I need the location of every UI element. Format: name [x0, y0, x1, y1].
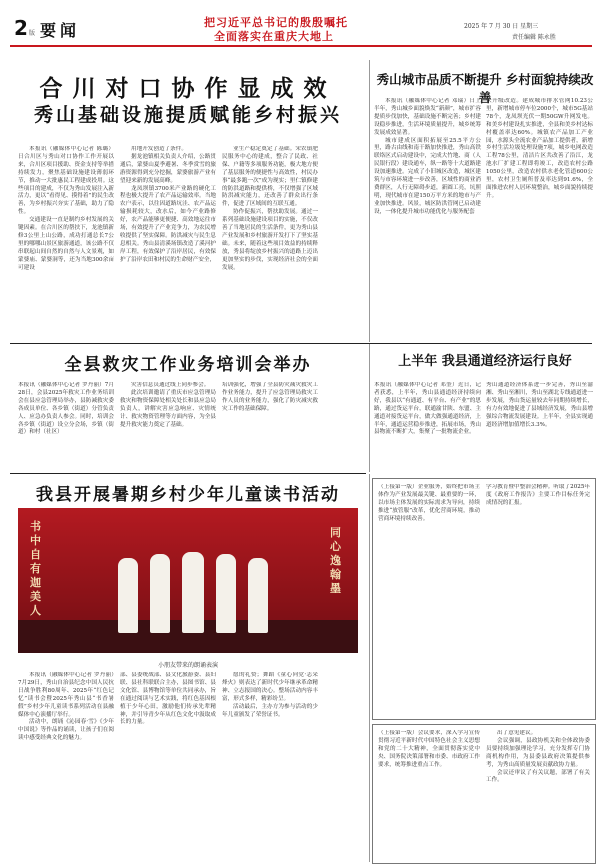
masthead	[0, 0, 602, 48]
section-name: 要闻	[40, 21, 81, 40]
slogan-line-2: 全面落实在重庆大地上	[214, 30, 334, 43]
a5-col-2: 部、县委统战部、县文化旅游委、县妇联、县社科联联合主办，县图书馆、县文化馆、县博物馆等单位共同承办，旨在通过阅读与艺术实践，将红色基因根植于少年心田，激励他们传承先辈精神，并引导青少年从红色文化中汲取成长的力量。	[120, 672, 216, 726]
slogan-line-1: 把习近平总书记的殷殷嘱托	[204, 16, 348, 29]
a4-title: 全县救灾工作业务培训会举办	[64, 355, 312, 375]
a2-title: 秀山城市品质不断提升 乡村面貌持续改善	[376, 72, 594, 105]
a1-col-2: 用地开发创造了条件。 据龙池镇相关负责人介绍，公路贯通后，蒙婆山夏季避暑、冬季赏雪的旅游资源得到充分挖掘，蒙婆旅游产业有望迎来新的发展高峰。 龙凤坝镇3700米产业路的硬化工程也极大提升了农产品运输效率。当地农户表示，以往因道路坑洼、农产品运输损耗较大，改水后，如今产业路修好，农产品能够更便捷、高效地运往市场，有效提升了产业竞争力，为农民增收提供了坚实保障。防洪减灾与民生息息相关。秀山县清溪场镇改造了溪河护岸工程，有效保护了沿岸居民，有效保护了沿岸农田和村民的生命财产安全，	[120, 146, 216, 263]
a6-col-2: 学习教育暨中整治会精神。听取了2025年度《政府工作报告》主要工作目标任务完成情况的汇报。	[486, 484, 590, 506]
a5-col-1: 本报讯（融媒体中心记者 罗丹丽）7月29日，秀山自治县纪念中国人民抗日战争胜利80周年、2025年“红色记忆”读书会暨2025年秀山县“书香暑假”乡村少年儿童读书系列活动在县融媒体中心演播厅举行。 活动中，朗诵《沁园春·雪》《少年中国说》等作品的诵读，让孩子们在阅读中感受经典文化的魅力。	[18, 672, 114, 742]
photo-banner-right: 同心逸翰墨	[330, 526, 341, 595]
a2-col-2: 快升级改造。建成城市排水管网10.23公里，新增城市停车位2000个，城市5G基站78个，龙凤坝光伏一期50GW升网发电。和美乡村建设扎实推进，全县和美乡村达标村覆盖率达60%。城镇农产品加工产业园，水源头全流农业产品加工提供者，新增乡村生活垃圾处理设施7项，城乡电网改造工程78公里，清洁片区共改善了沿江，龙池水厂扩建工程即将竣工，改造农村公路1050公里，改造农村供水老化管道600公里，农村卫生厕所普及率达到91.6%，全面推进农村人居环境整治，城乡面貌持续提升。	[486, 98, 593, 199]
photo-caption: 小朋友带来的朗诵表演	[157, 662, 218, 669]
a4-col-1: 本报讯（融媒体中心记者 罗丹丽）7月28日，会县2025年救灾工作业务培训会在县应急管理局举办，县防减救灾委各成员单位、各乡镇（街道）分管负责人、应急办负责人参会。同时，培训会各乡镇（街道）设立分会场，乡镇（街道）和村（社区）	[18, 382, 114, 436]
divider-h1	[10, 343, 592, 344]
a3-col-1: 本报讯（融媒体中心记者 邓奎）近日，记者获悉，上半年，秀山县通道经济持续向好，我县以“有通道、有平台、有产业”的思路，通过货运平台，联通渝甘陕、东盟、主通道对接货运平台，做大做强通道经济，上半年，通道运营稳步推进，拓展市场，秀山县物流不断扩大，集聚了一批物流企业。	[374, 382, 481, 436]
page-number: 2	[14, 16, 28, 40]
event-photo	[18, 508, 358, 653]
child-figure	[248, 558, 268, 633]
a1-col-3: 业生产稳定奠定了基础。宋农镇肥民服务中心的建成，整合了民政、社保、户籍等多项服务功能，极大地方便了基层服务的便捷性与高效性，村民办事“最多跑一次”成为现实；里仁镇修建的防洪道路和提供桥，不仅增强了区域防洪减灾能力，还改善了群众出行条件，促进了区域间的互联互通。 协作促振兴，帮扶助发展。通过一系列基础设施建设项目的实施，不仅改善了当地居民的生活条件，更为秀山县产业发展和乡村旅游开发打下了坚实基础。未来，随着这些项目效益的持续释放，秀县将绽放乡村振兴的道路上迈出更加坚实的步伐，实现经济社会的全面发展。	[222, 146, 318, 271]
page-number-suffix: 版	[29, 30, 36, 37]
child-figure	[216, 554, 236, 633]
divider-v2	[369, 344, 370, 472]
a2-col-1: 本报讯（融媒体中心记者 邓瑞）日上半年，秀山城乡面貌焕发“新颜”，城市扩容提质步伐加快，基础设施不断完善；乡村建设稳步推进，生活环境质量提升，城乡统筹发展成效显著。 城市建成区面积拓展至25.5平方公里，路古由线和南干路加快推进，秀山高铁联络区式启动建设中，完成大竹地、商（人民银行段）建设通车，纵一路等十大道路建设加速推进。完成了小旧城区改造，城区建筑与市容环境进一步改善，区域性的商业消费群区，人行无障碍步道，新圆工亮，坑照明，现代城市在建150万平方米的地市与产业加快推进。风景，城区防洪管网已启动建设，一体化提升城市功能优化与服务配套	[374, 98, 481, 215]
a7-col-2: 出了意见建议。 会议强调，县政协机关和全体政协委员要持续加强理论学习，充分发挥专门协商机构作用，为县委县政府决策提供参考，为秀山高质量发展贡献政协力量。 会议还审议了有关议题，部署了有关工作。	[486, 730, 590, 784]
a7-col-1: （上接第一版）会议要求，深入学习宣传贯彻习近平新时代中国特色社会主义思想和党的二十大精神，全面贯彻落实党中央、国务院决策部署和市委、市政府工作要求，统筹推进重点工作。	[378, 730, 480, 768]
child-figure	[182, 552, 204, 633]
divider-v3	[369, 474, 370, 862]
divider-h2	[10, 473, 366, 474]
editor-credit: 责任编辑 陈永胜	[512, 34, 556, 41]
divider-v1	[369, 60, 370, 342]
masthead-rule	[10, 45, 592, 47]
a3-col-2: 秀山通道经济体系进一步完善，秀山至渝湘、秀山至湘川，秀山至湖北专线通道进一步发展，秀山货运量较去年同期持续增长，有力有效地促进了县域经济发展，秀山县增强综合物流发展建设。上半年，全县实现通道经济增加值增长3.3%。	[486, 382, 593, 428]
child-figure	[118, 558, 138, 633]
a5-col-3: 愿的礼赞；舞蹈《童心向党·志采烽火》则表达了新时代少年继承革命精神、立志报国的决心。整场活动内容丰富，形式多样，精彩纷呈。 活动最后，主办方为参与活动的少年儿童颁发了荣誉证书。	[222, 672, 318, 718]
a3-title: 上半年 我县通道经济运行良好	[398, 354, 572, 369]
a6-col-1: （上接第一版）企业服务，始终把市场主体作为产业发展最关键、最重要的一环，以市场主体发展的实际需求为导向，持续推进“放管服”改革，优化营商环境，推动营商环境持续改善。	[378, 484, 480, 522]
a4-col-3: 培训强化，增强了全县防灾减灾救灾工作业务能力，提升了应急管理局救灾工作人员的业务能力，强化了防灾减灾救灾工作的基础保障。	[222, 382, 318, 412]
a4-col-2: 灾害信息员通过线上同步参会。 此次培训邀请了重庆市应急管理局救灾和物资保障处相关处长和县应急局负责人，讲解灾害应急响应、灾情统计、救灾物资管理等方面内容，为全县提升救灾能力奠定了基础。	[120, 382, 216, 428]
issue-date: 2025 年 7 月 30 日 星期三	[464, 23, 539, 30]
a1-subtitle: 秀山基础设施提质赋能乡村振兴	[33, 104, 342, 126]
a1-title: 合川对口协作显成效	[39, 76, 337, 102]
photo-banner-left: 书中自有迦美人	[30, 520, 41, 617]
child-figure	[150, 554, 170, 633]
a5-title: 我县开展暑期乡村少年儿童读书活动	[36, 485, 340, 505]
a1-col-1: 本报讯（融媒体中心记者 陈璐）日合川区与秀山对口协作工作开展以来，合川区项目援助、资金支持等举措持续发力，聚焦基础设施建设薄弱环节，推动一大批惠民工程建成投用。这些项目的建成，不仅为秀山发展注入新活力，更以“看得见、摸得着”的民生改善，为乡村振兴夯实了基础，助力了隐性。 交通建设一直是制约乡村发展的关键因素。在合川区的帮扶下，龙池镇新修3公里上山公路，成功打通总长7公里的哪哪山景区旅游通道，该公路不仅串联起山间自然的自然与人文景观，如蒙婆庙、蒙婆洞等，还为当地300余亩可建设	[18, 146, 114, 271]
